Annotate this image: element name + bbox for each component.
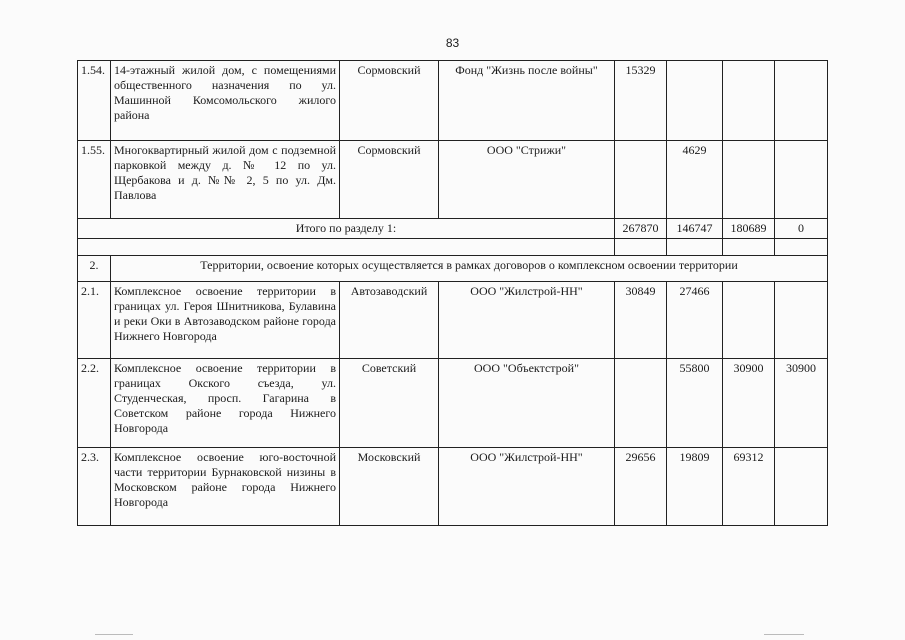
value-col-2 <box>667 61 723 141</box>
value-col-1 <box>615 141 667 219</box>
value-col-2: 55800 <box>667 359 723 448</box>
total-row <box>78 219 828 239</box>
page-number: 83 <box>445 36 460 50</box>
empty-row <box>78 239 828 256</box>
object-description: Многоквартирный жилой дом с подземной парковкой между д. № 12 по ул. Щербакова и д. №№ 2, 5 по ул. Дм. Павлова <box>111 141 340 219</box>
table-row <box>78 61 828 141</box>
district: Сормовский <box>340 141 439 219</box>
row-number: 2.2. <box>78 359 111 448</box>
organization: ООО "Объектстрой" <box>439 359 615 448</box>
value-col-1 <box>615 359 667 448</box>
value-col-3 <box>723 282 775 359</box>
district: Советский <box>340 359 439 448</box>
total-label: Итого по разделу 1: <box>78 219 615 239</box>
table-row <box>78 141 828 219</box>
row-number: 1.54. <box>78 61 111 141</box>
housing-table <box>77 60 828 526</box>
row-number: 1.55. <box>78 141 111 219</box>
district: Автозаводский <box>340 282 439 359</box>
object-description: Комплексное освоение юго-восточной части территории Бурнаковской низины в Московском районе города Нижнего Новгорода <box>111 448 340 526</box>
value-col-4 <box>775 448 828 526</box>
organization: ООО "Жилстрой-НН" <box>439 282 615 359</box>
value-col-1: 29656 <box>615 448 667 526</box>
empty-cell <box>775 239 828 256</box>
scan-mark <box>764 634 804 635</box>
scan-mark <box>95 634 133 635</box>
value-col-2: 4629 <box>667 141 723 219</box>
organization: ООО "Жилстрой-НН" <box>439 448 615 526</box>
value-col-3: 69312 <box>723 448 775 526</box>
value-col-2: 19809 <box>667 448 723 526</box>
row-number: 2.3. <box>78 448 111 526</box>
value-col-1: 30849 <box>615 282 667 359</box>
table-row <box>78 448 828 526</box>
section-number: 2. <box>78 256 111 282</box>
value-col-4 <box>775 141 828 219</box>
total-value-2: 146747 <box>667 219 723 239</box>
value-col-4 <box>775 61 828 141</box>
object-description: Комплексное освоение территории в границах ул. Героя Шнитникова, Булавина и реки Оки в Автозаводском районе города Нижнего Новгорода <box>111 282 340 359</box>
section-header-row <box>78 256 828 282</box>
value-col-3 <box>723 61 775 141</box>
row-number: 2.1. <box>78 282 111 359</box>
value-col-1: 15329 <box>615 61 667 141</box>
object-description: 14-этажный жилой дом, с помещениями общественного назначения по ул. Машинной Комсомольского жилого района <box>111 61 340 141</box>
table-row <box>78 359 828 448</box>
empty-cell <box>723 239 775 256</box>
value-col-2: 27466 <box>667 282 723 359</box>
empty-cell <box>78 239 615 256</box>
organization: ООО "Стрижи" <box>439 141 615 219</box>
object-description: Комплексное освоение территории в границах Окского съезда, ул. Студенческая, просп. Гагарина в Советском районе города Нижнего Новгорода <box>111 359 340 448</box>
section-title: Территории, освоение которых осуществляется в рамках договоров о комплексном освоении территории <box>111 256 828 282</box>
value-col-3: 30900 <box>723 359 775 448</box>
value-col-4: 30900 <box>775 359 828 448</box>
total-value-3: 180689 <box>723 219 775 239</box>
value-col-4 <box>775 282 828 359</box>
value-col-3 <box>723 141 775 219</box>
empty-cell <box>667 239 723 256</box>
total-value-1: 267870 <box>615 219 667 239</box>
table-row <box>78 282 828 359</box>
total-value-4: 0 <box>775 219 828 239</box>
organization: Фонд "Жизнь после войны" <box>439 61 615 141</box>
district: Московский <box>340 448 439 526</box>
empty-cell <box>615 239 667 256</box>
district: Сормовский <box>340 61 439 141</box>
